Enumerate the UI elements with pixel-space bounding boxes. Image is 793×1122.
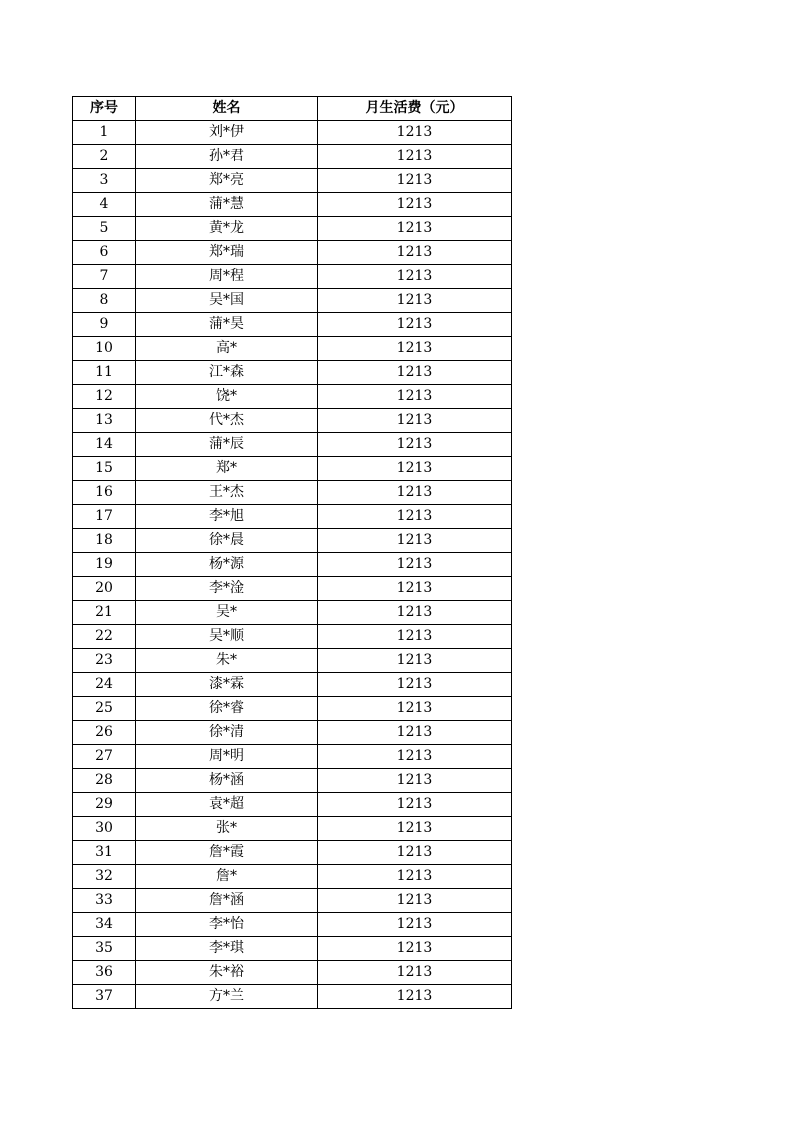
table-body <box>73 121 512 1009</box>
table-row <box>73 745 512 769</box>
cell-seq: 24 <box>73 673 136 697</box>
cell-seq: 30 <box>73 817 136 841</box>
cell-fee: 1213 <box>318 121 512 145</box>
cell-seq: 35 <box>73 937 136 961</box>
table-row <box>73 241 512 265</box>
table-row <box>73 697 512 721</box>
cell-name: 詹* <box>136 865 318 889</box>
table-row <box>73 409 512 433</box>
cell-fee: 1213 <box>318 649 512 673</box>
cell-name: 周*明 <box>136 745 318 769</box>
cell-fee: 1213 <box>318 505 512 529</box>
cell-seq: 5 <box>73 217 136 241</box>
cell-name: 吴*顺 <box>136 625 318 649</box>
cell-fee: 1213 <box>318 937 512 961</box>
cell-fee: 1213 <box>318 769 512 793</box>
cell-fee: 1213 <box>318 721 512 745</box>
header-fee: 月生活费（元） <box>318 97 512 121</box>
cell-name: 蒲*慧 <box>136 193 318 217</box>
cell-seq: 33 <box>73 889 136 913</box>
cell-fee: 1213 <box>318 985 512 1009</box>
cell-name: 郑*亮 <box>136 169 318 193</box>
table-header <box>73 97 512 121</box>
cell-name: 詹*霞 <box>136 841 318 865</box>
cell-seq: 6 <box>73 241 136 265</box>
cell-fee: 1213 <box>318 481 512 505</box>
cell-seq: 16 <box>73 481 136 505</box>
cell-seq: 36 <box>73 961 136 985</box>
cell-seq: 10 <box>73 337 136 361</box>
cell-fee: 1213 <box>318 865 512 889</box>
cell-seq: 22 <box>73 625 136 649</box>
cell-seq: 21 <box>73 601 136 625</box>
table-row <box>73 553 512 577</box>
table-row <box>73 313 512 337</box>
table-row <box>73 577 512 601</box>
table-row <box>73 649 512 673</box>
table-row <box>73 481 512 505</box>
cell-seq: 19 <box>73 553 136 577</box>
cell-fee: 1213 <box>318 697 512 721</box>
cell-fee: 1213 <box>318 337 512 361</box>
cell-fee: 1213 <box>318 577 512 601</box>
table-row <box>73 817 512 841</box>
cell-seq: 37 <box>73 985 136 1009</box>
cell-fee: 1213 <box>318 433 512 457</box>
cell-fee: 1213 <box>318 817 512 841</box>
cell-fee: 1213 <box>318 553 512 577</box>
table-row <box>73 937 512 961</box>
cell-name: 李*琪 <box>136 937 318 961</box>
cell-name: 周*程 <box>136 265 318 289</box>
cell-fee: 1213 <box>318 145 512 169</box>
cell-fee: 1213 <box>318 313 512 337</box>
cell-name: 刘*伊 <box>136 121 318 145</box>
table-row <box>73 145 512 169</box>
cell-fee: 1213 <box>318 841 512 865</box>
table-row <box>73 841 512 865</box>
cell-seq: 8 <box>73 289 136 313</box>
cell-name: 李*怡 <box>136 913 318 937</box>
table-row <box>73 193 512 217</box>
cell-seq: 26 <box>73 721 136 745</box>
cell-name: 漆*霖 <box>136 673 318 697</box>
cell-seq: 13 <box>73 409 136 433</box>
table-row <box>73 457 512 481</box>
cell-fee: 1213 <box>318 241 512 265</box>
table-row <box>73 961 512 985</box>
header-row <box>73 97 512 121</box>
table-row <box>73 169 512 193</box>
cell-fee: 1213 <box>318 289 512 313</box>
cell-fee: 1213 <box>318 361 512 385</box>
cell-name: 蒲*昊 <box>136 313 318 337</box>
table-row <box>73 217 512 241</box>
table-row <box>73 985 512 1009</box>
cell-seq: 34 <box>73 913 136 937</box>
cell-seq: 15 <box>73 457 136 481</box>
cell-name: 朱*裕 <box>136 961 318 985</box>
cell-fee: 1213 <box>318 193 512 217</box>
cell-name: 蒲*辰 <box>136 433 318 457</box>
cell-fee: 1213 <box>318 169 512 193</box>
cell-seq: 2 <box>73 145 136 169</box>
cell-seq: 14 <box>73 433 136 457</box>
table-row <box>73 889 512 913</box>
cell-name: 高* <box>136 337 318 361</box>
cell-name: 朱* <box>136 649 318 673</box>
header-name: 姓名 <box>136 97 318 121</box>
cell-seq: 28 <box>73 769 136 793</box>
cell-fee: 1213 <box>318 217 512 241</box>
cell-seq: 17 <box>73 505 136 529</box>
cell-name: 李*旭 <box>136 505 318 529</box>
cell-name: 袁*超 <box>136 793 318 817</box>
cell-name: 徐*睿 <box>136 697 318 721</box>
cell-seq: 31 <box>73 841 136 865</box>
cell-seq: 29 <box>73 793 136 817</box>
table-row <box>73 601 512 625</box>
cell-fee: 1213 <box>318 673 512 697</box>
table-row <box>73 361 512 385</box>
cell-seq: 7 <box>73 265 136 289</box>
cell-fee: 1213 <box>318 529 512 553</box>
table-row <box>73 121 512 145</box>
cell-seq: 23 <box>73 649 136 673</box>
cell-seq: 25 <box>73 697 136 721</box>
cell-seq: 4 <box>73 193 136 217</box>
cell-seq: 11 <box>73 361 136 385</box>
cell-name: 孙*君 <box>136 145 318 169</box>
cell-name: 方*兰 <box>136 985 318 1009</box>
table-row <box>73 529 512 553</box>
cell-name: 吴*国 <box>136 289 318 313</box>
cell-seq: 20 <box>73 577 136 601</box>
cell-fee: 1213 <box>318 889 512 913</box>
cell-name: 张* <box>136 817 318 841</box>
table-row <box>73 865 512 889</box>
cell-name: 詹*涵 <box>136 889 318 913</box>
table-row <box>73 505 512 529</box>
cell-seq: 3 <box>73 169 136 193</box>
cell-name: 吴* <box>136 601 318 625</box>
cell-name: 杨*源 <box>136 553 318 577</box>
cell-name: 徐*清 <box>136 721 318 745</box>
cell-fee: 1213 <box>318 457 512 481</box>
cell-name: 李*淦 <box>136 577 318 601</box>
table-row <box>73 793 512 817</box>
cell-name: 饶* <box>136 385 318 409</box>
header-seq: 序号 <box>73 97 136 121</box>
table-row <box>73 433 512 457</box>
table-row <box>73 769 512 793</box>
cell-name: 江*森 <box>136 361 318 385</box>
cell-fee: 1213 <box>318 961 512 985</box>
table-row <box>73 289 512 313</box>
cell-fee: 1213 <box>318 385 512 409</box>
cell-name: 黄*龙 <box>136 217 318 241</box>
cell-fee: 1213 <box>318 265 512 289</box>
cell-seq: 12 <box>73 385 136 409</box>
cell-name: 代*杰 <box>136 409 318 433</box>
cell-fee: 1213 <box>318 745 512 769</box>
cell-seq: 9 <box>73 313 136 337</box>
table-row <box>73 673 512 697</box>
table-row <box>73 721 512 745</box>
cell-fee: 1213 <box>318 625 512 649</box>
cell-name: 徐*晨 <box>136 529 318 553</box>
cell-fee: 1213 <box>318 793 512 817</box>
cell-name: 郑*瑞 <box>136 241 318 265</box>
document-table-container <box>72 96 511 1009</box>
table-row <box>73 913 512 937</box>
cell-fee: 1213 <box>318 409 512 433</box>
cell-seq: 32 <box>73 865 136 889</box>
cell-seq: 1 <box>73 121 136 145</box>
cell-fee: 1213 <box>318 601 512 625</box>
living-allowance-table <box>72 96 512 1009</box>
table-row <box>73 337 512 361</box>
cell-fee: 1213 <box>318 913 512 937</box>
table-row <box>73 625 512 649</box>
cell-name: 杨*涵 <box>136 769 318 793</box>
table-row <box>73 265 512 289</box>
table-row <box>73 385 512 409</box>
cell-name: 王*杰 <box>136 481 318 505</box>
cell-name: 郑* <box>136 457 318 481</box>
cell-seq: 27 <box>73 745 136 769</box>
cell-seq: 18 <box>73 529 136 553</box>
